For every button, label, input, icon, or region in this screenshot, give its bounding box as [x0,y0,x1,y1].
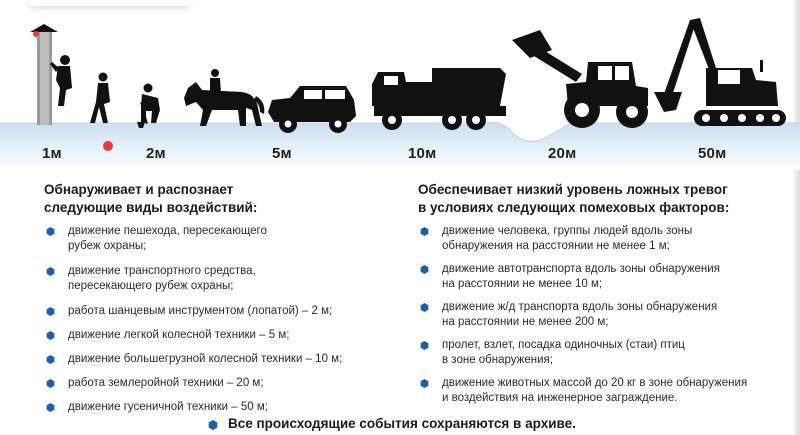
list-item-line: движение ж/д транспорта вдоль зоны обнаружения [442,301,718,313]
left-list [44,224,384,415]
hexagon-bullet-icon [420,379,429,388]
fence-post-icon [30,24,58,125]
list-item-line: движение животных массой до 20 кг в зоне обнаружения [442,377,748,389]
list-item-line: движение человека, группы людей вдоль зоны [442,225,693,237]
list-item-line: движение пешехода, пересекающего [68,225,267,237]
hexagon-bullet-icon [420,265,429,274]
list-item-line: движение транспортного средства, [68,265,256,277]
list-item-line: работа землеройной техники – 20 м; [68,377,264,389]
distance-label-5: 20м [548,145,577,162]
dump-truck-icon [372,68,506,130]
hexagon-bullet-icon [420,341,429,350]
list-item [418,300,788,330]
scene-illustration [0,10,800,190]
distance-label-1: 1м [42,145,62,162]
right-title [418,181,729,217]
right-title-line-2: в условиях следующих помеховых факторов: [418,200,730,215]
left-title-line-2: следующие виды воздействий: [44,200,258,215]
digging-person-icon [137,84,160,129]
list-item-line: движение легкой колесной техники – 5 м; [68,329,290,341]
distance-label-4: 10м [408,145,437,162]
tracked-excavator-icon [654,18,786,126]
list-item [418,338,788,368]
hexagon-bullet-icon [46,331,55,340]
list-item-line: и воздействия на инженерное заграждение. [442,392,678,404]
hexagon-bullet-icon [46,379,55,388]
list-item [418,376,788,406]
list-item [44,376,384,391]
ground-band [0,122,800,170]
hexagon-bullet-icon [46,267,55,276]
hexagon-bullet-icon [420,227,429,236]
hexagon-bullet-icon [46,355,55,364]
list-item [418,262,788,292]
distance-label-3: 5м [272,145,292,162]
wheel-loader-icon [512,30,648,128]
distance-label-6: 50м [698,145,727,162]
list-item-line: движение гусеничной техники – 50 м; [68,401,268,413]
list-item-line: на расстоянии не менее 200 м; [442,316,609,328]
list-item-line: на расстоянии не менее 10 м; [442,278,603,290]
list-item [44,328,384,343]
top-card-edge [30,0,190,6]
hexagon-bullet-icon [46,403,55,412]
archive-note [228,416,576,431]
climbing-person-icon [50,55,72,106]
archive-note-text: Все происходящие события сохраняются в архиве. [228,416,576,431]
left-title [44,181,257,217]
hexagon-bullet-icon [46,227,55,236]
hexagon-bullet-icon [208,420,218,430]
list-item-line: пересекающего рубеж охраны; [68,280,234,292]
list-item-line: работа шанцевым инструментом (лопатой) – 2 м; [68,305,333,317]
horse-rider-icon [184,69,264,126]
walking-person-icon [90,73,110,124]
list-item [44,352,384,367]
list-item-line: рубеж охраны; [68,240,147,252]
detection-scene [0,10,800,190]
list-item-line: пролет, взлет, посадка одиночных (стаи) птиц [442,339,685,351]
list-item-line: в зоне обнаружения; [442,354,553,366]
hexagon-bullet-icon [420,303,429,312]
list-item-line: обнаружения на расстоянии не менее 1 м; [442,240,670,252]
right-title-line-1: Обеспечивает низкий уровень ложных тревог [418,182,728,197]
alarm-dot-icon [103,141,113,151]
list-item [44,304,384,319]
list-item-line: движение автотранспорта вдоль зоны обнаружения [442,263,720,275]
distance-label-2: 2м [146,145,166,162]
list-item [44,224,384,254]
right-list [418,224,788,406]
hexagon-bullet-icon [46,307,55,316]
list-item [418,224,788,254]
left-title-line-1: Обнаруживает и распознает [44,182,234,197]
list-item [44,400,384,415]
list-item-line: движение большегрузной колесной техники – 10 м; [68,353,343,365]
list-item [44,264,384,294]
